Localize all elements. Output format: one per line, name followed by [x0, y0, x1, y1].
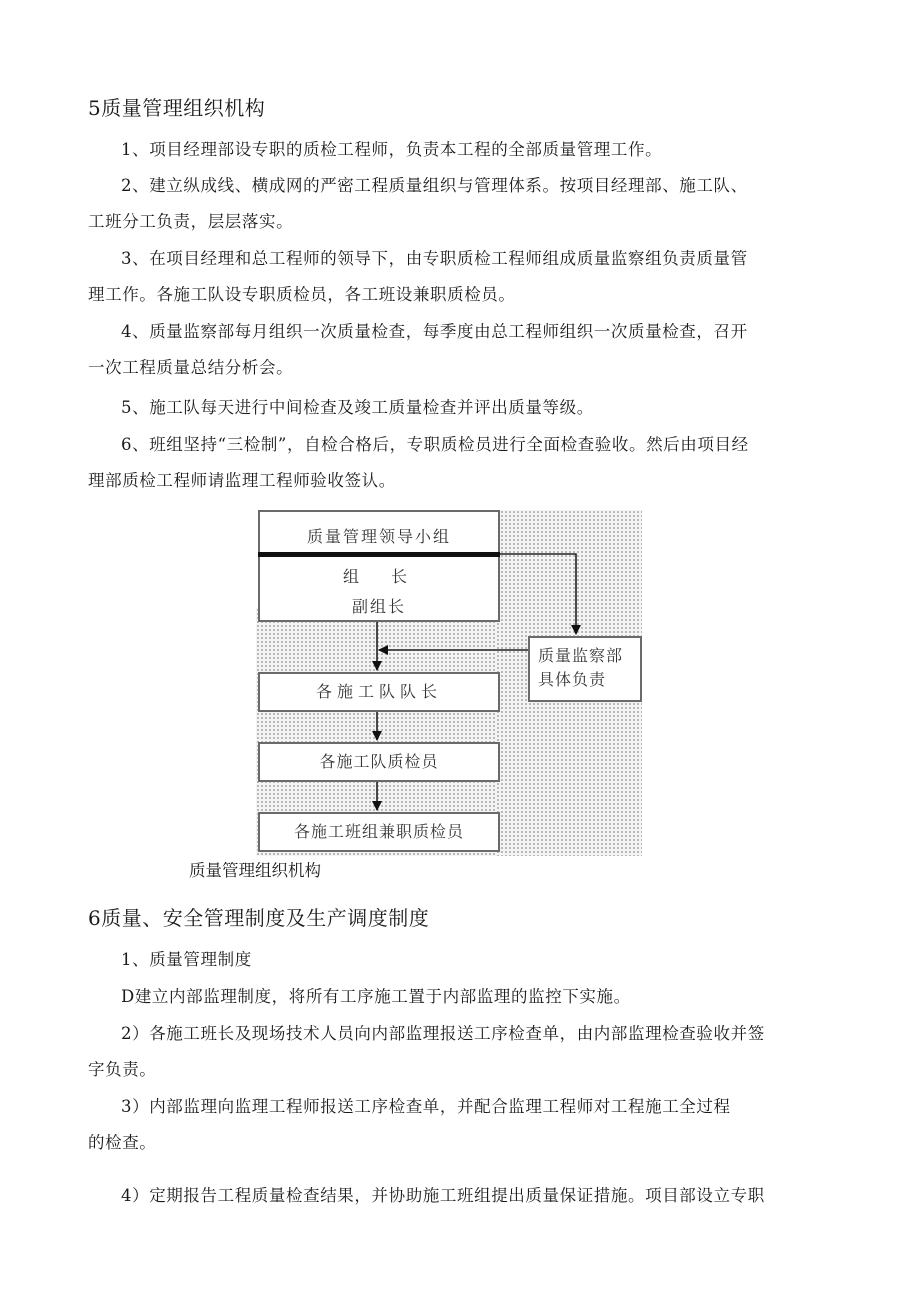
team-inspector-box: 各施工队质检员	[258, 742, 500, 782]
paragraph-5-3: 3、在项目经理和总工程师的领导下，由专职质检工程师组成质量监察组负责质量管	[121, 249, 748, 268]
crew-inspector-box: 各施工班组兼职质检员	[258, 812, 500, 852]
section-5-heading: 5质量管理组织机构	[88, 96, 266, 120]
paragraph-6-2: 2）各施工班长及现场技术人员向内部监理报送工序检查单，由内部监理检查验收并签	[121, 1024, 765, 1043]
paragraph-6-3-cont: 的检查。	[88, 1133, 157, 1152]
paragraph-5-4-cont: 一次工程质量总结分析会。	[88, 358, 294, 377]
monitor-dept-label: 质量监察部	[538, 646, 624, 665]
paragraph-5-6-cont: 理部质检工程师请监理工程师验收签认。	[88, 471, 396, 490]
paragraph-5-3-cont: 理工作。各施工队设专职质检员，各工班设兼职质检员。	[88, 285, 516, 304]
org-chart	[256, 510, 642, 856]
paragraph-6-d: D建立内部监理制度，将所有工序施工置于内部监理的监控下实施。	[121, 987, 631, 1006]
paragraph-6-4: 4）定期报告工程质量检查结果，并协助施工班组提出质量保证措施。项目部设立专职	[121, 1186, 765, 1205]
team-leader-box: 各施工队队长	[258, 672, 500, 712]
paragraph-5-5: 5、施工队每天进行中间检查及竣工质量检查并评出质量等级。	[121, 398, 594, 417]
paragraph-5-2-cont: 工班分工负责，层层落实。	[88, 212, 294, 231]
paragraph-5-1: 1、项目经理部设专职的质检工程师，负责本工程的全部质量管理工作。	[121, 140, 663, 159]
paragraph-6-3: 3）内部监理向监理工程师报送工序检查单，并配合监理工程师对工程施工全过程	[121, 1097, 731, 1116]
leader-group-title: 质量管理领导小组	[306, 527, 451, 546]
paragraph-5-2: 2、建立纵成线、横成网的严密工程质量组织与管理体系。按项目经理部、施工队、	[121, 176, 748, 195]
arrow-leader-to-monitor	[500, 554, 576, 634]
paragraph-5-6: 6、班组坚持“三检制”，自检合格后，专职质检员进行全面检查验收。然后由项目经	[121, 435, 749, 454]
leader-role-chief: 组 长	[342, 567, 415, 586]
flow-arrows	[256, 510, 642, 856]
section-6-heading: 6质量、安全管理制度及生产调度制度	[88, 906, 430, 930]
org-chart-caption: 质量管理组织机构	[189, 861, 321, 880]
leader-role-deputy: 副组长	[351, 597, 406, 616]
paragraph-6-1: 1、质量管理制度	[121, 950, 252, 969]
paragraph-5-4: 4、质量监察部每月组织一次质量检查，每季度由总工程师组织一次质量检查，召开	[121, 322, 748, 341]
paragraph-6-2-cont: 字负责。	[88, 1060, 157, 1079]
monitor-dept-sub: 具体负责	[538, 670, 607, 689]
